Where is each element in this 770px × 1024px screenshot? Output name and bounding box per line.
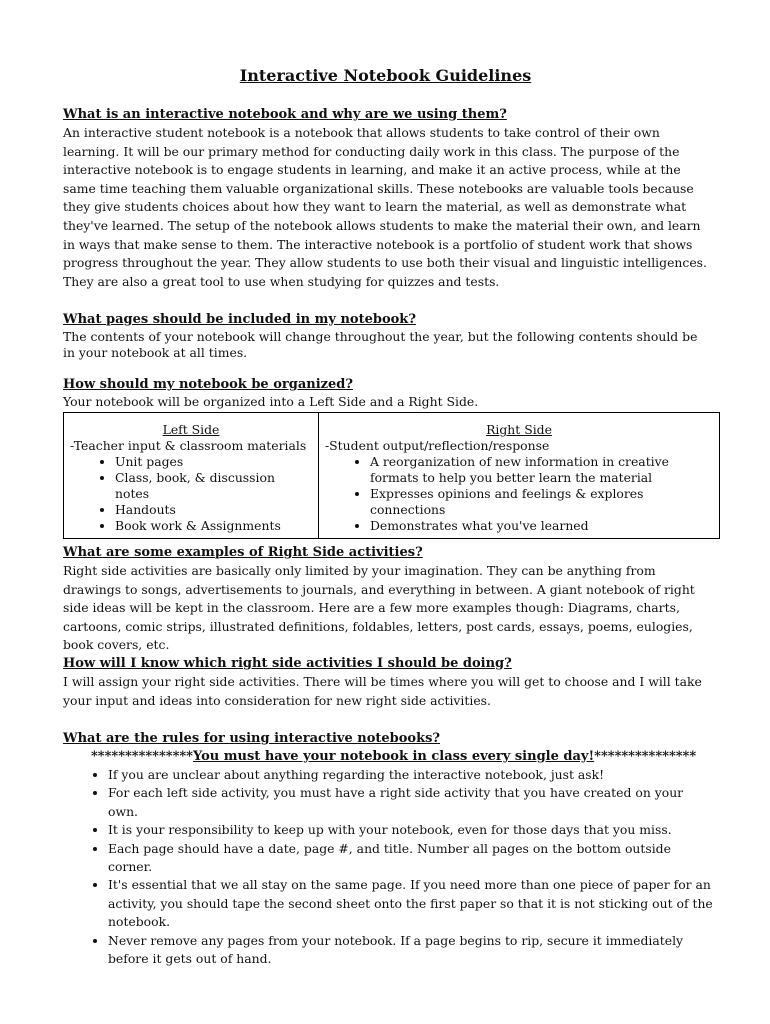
- list-item: • It is your responsibility to keep up with your notebook, even for those days that you miss.: [108, 821, 713, 839]
- left-right-table: [63, 412, 720, 539]
- page-title: Interactive Notebook Guidelines: [239, 66, 532, 85]
- section-heading-organized: How should my notebook be organized?: [63, 377, 353, 392]
- section-heading-rules: What are the rules for using interactive notebooks?: [63, 731, 441, 746]
- left-side-cell: [64, 413, 319, 539]
- banner-stars-left: ***************: [91, 749, 193, 764]
- section-what-is: [63, 106, 713, 291]
- list-item: • If you are unclear about anything regarding the interactive notebook, just ask!: [108, 766, 713, 784]
- list-item: • A reorganization of new information in creative formats to help you better learn the material: [370, 454, 713, 486]
- list-item: • Book work & Assignments: [115, 518, 312, 534]
- list-item: • Handouts: [115, 502, 312, 518]
- section-body-examples: Right side activities are basically only limited by your imagination. They can be anything from drawings to songs, advertisements to journals, and everything in between. A giant notebook of right side ideas will be kept in the classroom. Here are a few more examples though: Diagrams, charts, cartoons, comic strips, illustrated definitions, foldables, letters, post cards, essays, poems, eulogies, book covers, etc.: [63, 563, 695, 653]
- right-side-intro: -Student output/reflection/response: [325, 438, 550, 453]
- section-organized: [63, 376, 713, 410]
- section-heading-which: How will I know which right side activities I should be doing?: [63, 656, 512, 671]
- right-side-header: Right Side: [486, 422, 552, 437]
- banner-text: You must have your notebook in class every single day!: [192, 749, 595, 764]
- list-item: • Each page should have a date, page #, and title. Number all pages on the bottom outside corner.: [108, 840, 713, 877]
- section-heading-pages: What pages should be included in my notebook?: [63, 312, 416, 327]
- list-item: • Class, book, & discussion notes: [115, 470, 312, 502]
- left-side-header: Left Side: [162, 422, 220, 437]
- section-body-organized: Your notebook will be organized into a Left Side and a Right Side.: [63, 394, 479, 409]
- list-item: • Unit pages: [115, 454, 312, 470]
- rules-banner: [63, 748, 713, 766]
- section-which: [63, 655, 713, 710]
- list-item: • For each left side activity, you must have a right side activity that you have created on your own.: [108, 784, 713, 821]
- section-rules: [63, 730, 713, 968]
- section-body-which: I will assign your right side activities. There will be times where you will get to choose and I will take your input and ideas into consideration for new right side activities.: [63, 674, 702, 708]
- banner-stars-right: ***************: [594, 749, 697, 764]
- list-item: • Expresses opinions and feelings & explores connections: [370, 486, 713, 518]
- section-body-pages: The contents of your notebook will change throughout the year, but the following contents should be in your notebook at all times.: [63, 329, 698, 360]
- left-side-list: [70, 454, 312, 534]
- right-side-list: [325, 454, 713, 534]
- section-pages: [63, 311, 713, 361]
- section-heading-examples: What are some examples of Right Side activities?: [63, 545, 423, 560]
- section-body-what-is: An interactive student notebook is a notebook that allows students to take control of their own learning. It will be our primary method for conducting daily work in this class. The purpose of the interactive notebook is to engage students in learning, and make it an active process, while at the same time teaching them valuable organizational skills. These notebooks are valuable tools because they give students choices about how they want to learn the material, as well as demonstrate what they've learned. The setup of the notebook allows students to make the material their own, and learn in ways that make sense to them. The interactive notebook is a portfolio of student work that shows progress throughout the year. They allow students to use both their visual and linguistic intelligences. They are also a great tool to use when studying for quizzes and tests.: [63, 125, 707, 289]
- list-item: • Never remove any pages from your notebook. If a page begins to rip, secure it immediately before it gets out of hand.: [108, 932, 713, 969]
- left-side-intro: -Teacher input & classroom materials: [70, 438, 307, 453]
- list-item: • It's essential that we all stay on the same page. If you need more than one piece of paper for an activity, you should tape the second sheet onto the first paper so that it is not sticking out of the notebook.: [108, 876, 713, 931]
- rules-list: [63, 766, 713, 968]
- list-item: • Demonstrates what you've learned: [370, 518, 713, 534]
- section-heading-what-is: What is an interactive notebook and why are we using them?: [63, 107, 507, 122]
- right-side-cell: [319, 413, 720, 539]
- section-examples: [63, 544, 713, 655]
